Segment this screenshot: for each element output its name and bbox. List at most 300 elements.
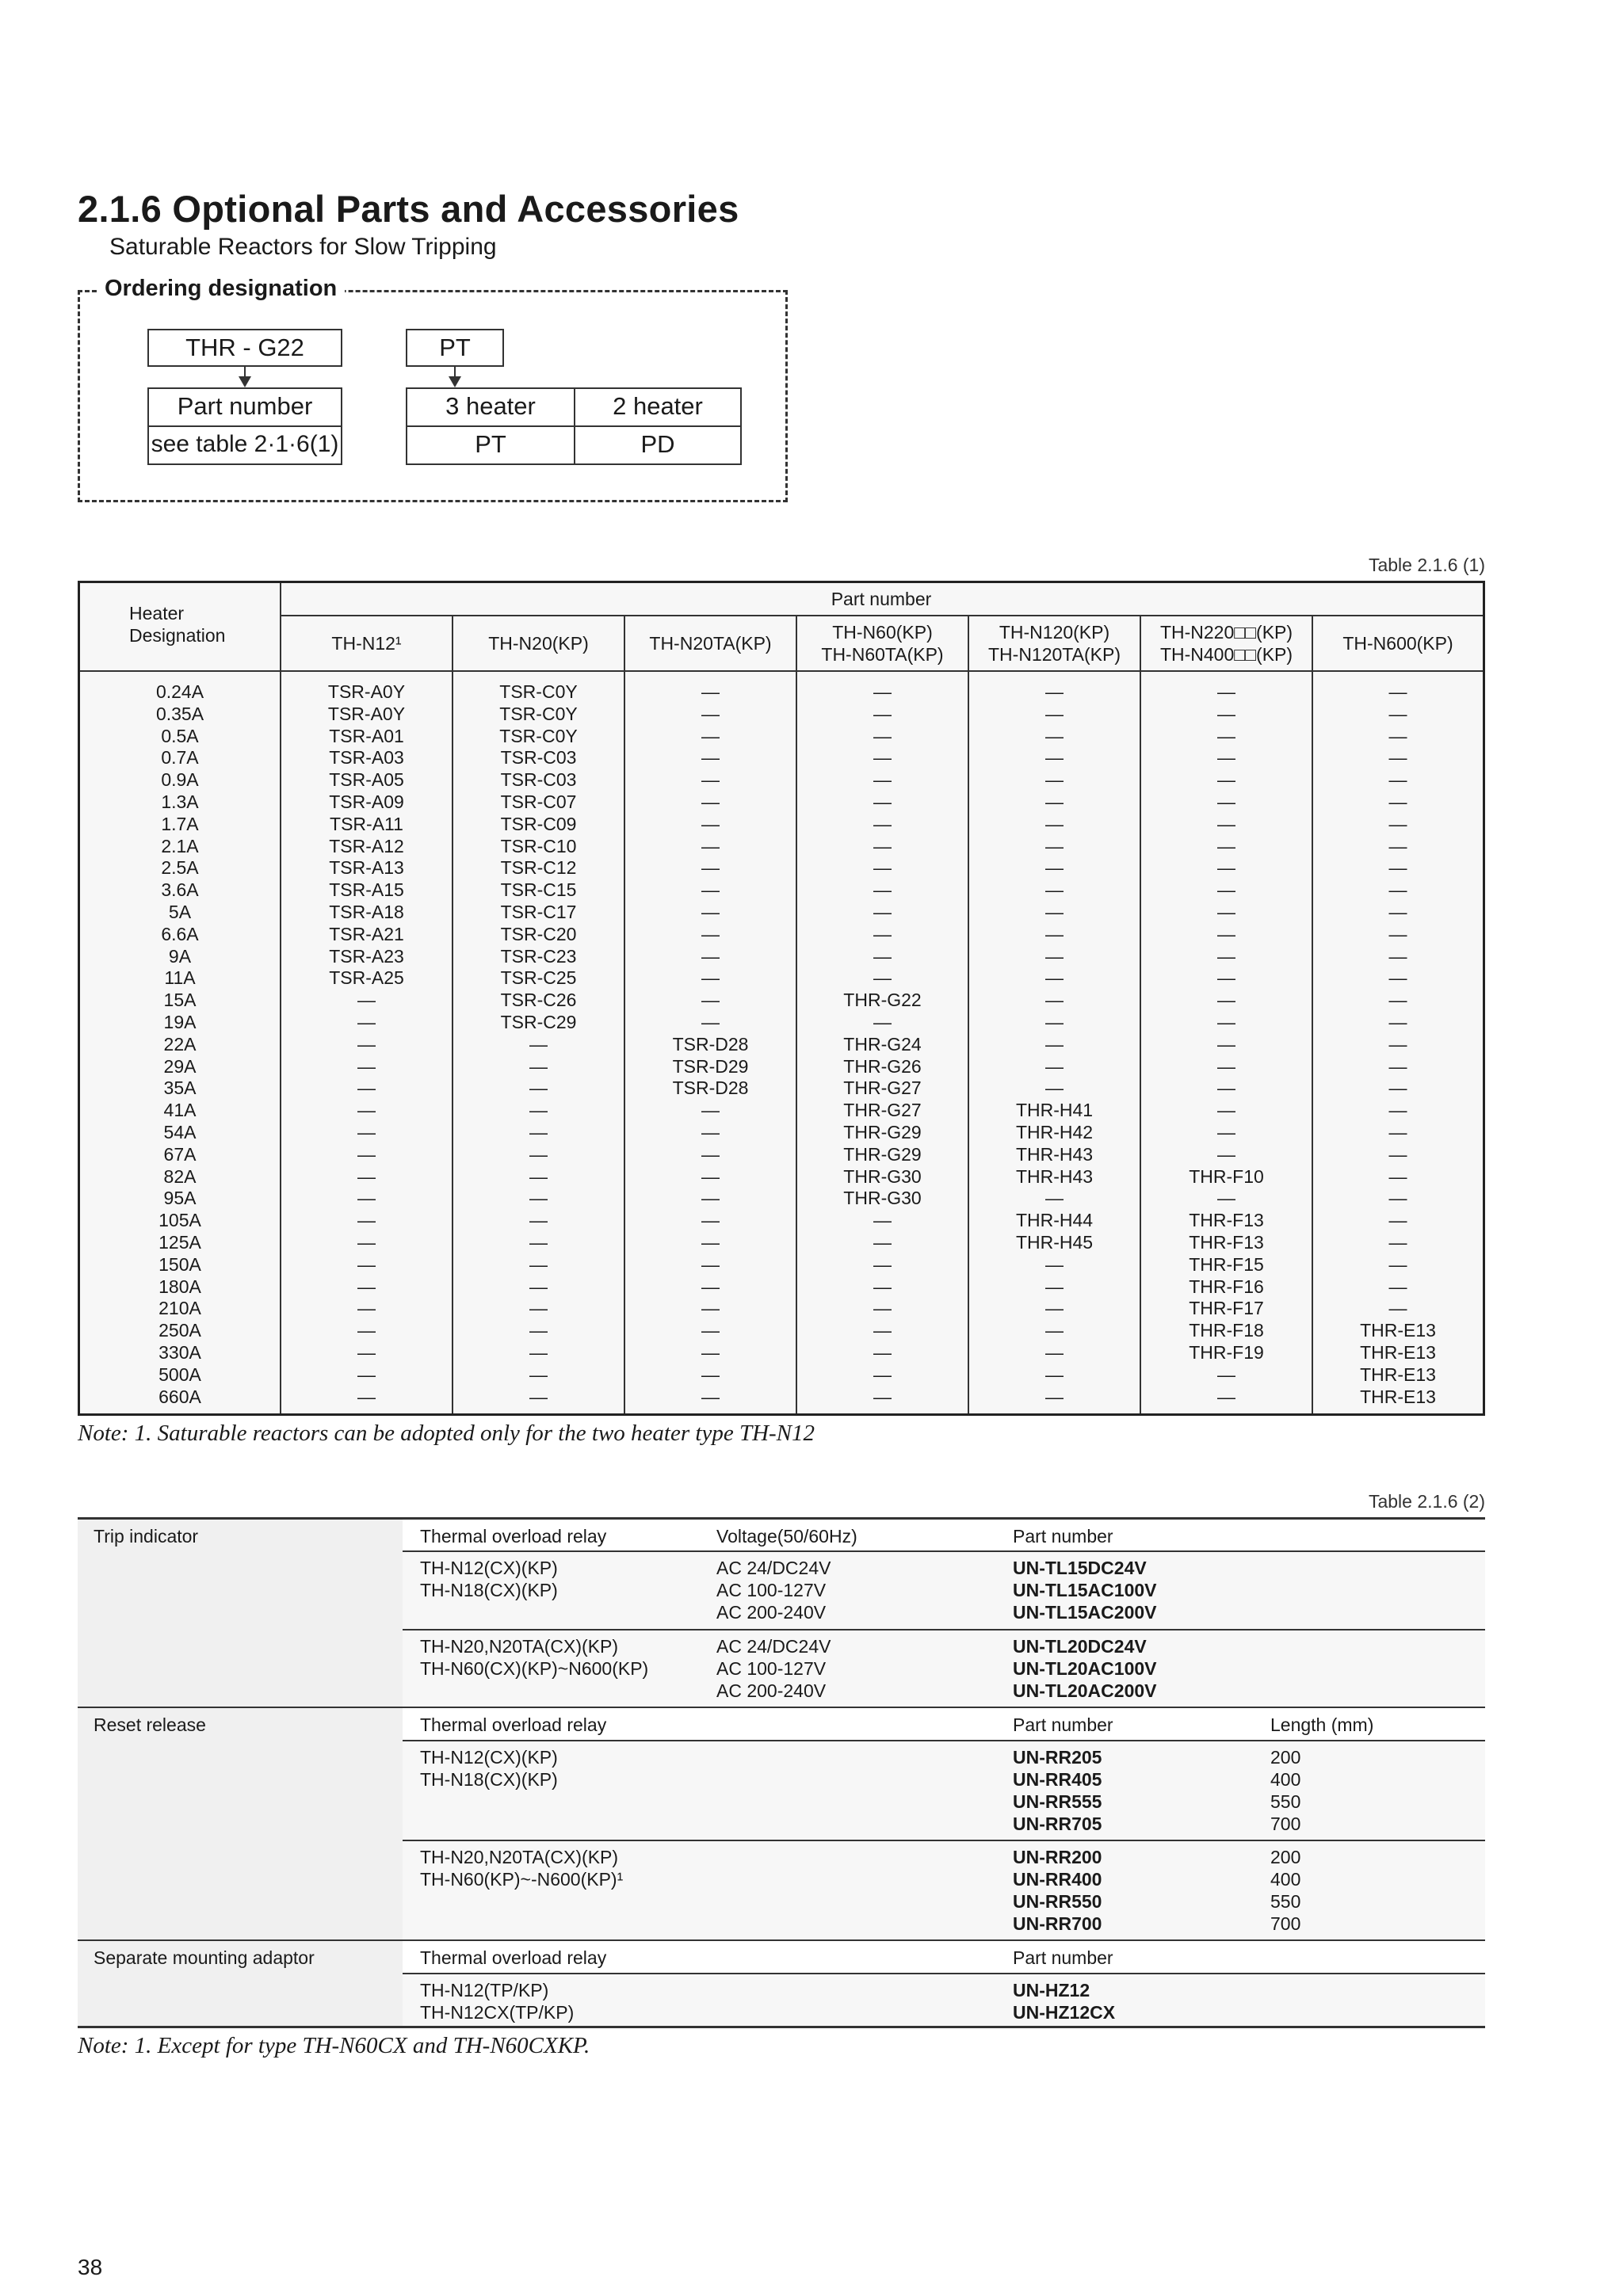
part-number-cell: —	[1217, 945, 1235, 967]
col-header-length: Length (mm)	[1270, 1714, 1374, 1735]
part-column-th-n120	[969, 681, 1140, 1408]
part-number-cell: —	[701, 1386, 720, 1407]
part-number-cell: THR-H42	[1015, 1121, 1094, 1142]
part-number-cell: —	[1388, 901, 1407, 922]
part-number-cell: —	[1045, 703, 1064, 724]
part-number-cell: —	[873, 1276, 892, 1297]
part-number-cell: THR-H43	[1015, 1165, 1094, 1187]
part-number-cell: —	[701, 703, 720, 724]
part-number-cell: —	[1217, 923, 1235, 944]
part-number-cell: —	[701, 1165, 720, 1187]
part-number-cell: —	[529, 1188, 548, 1209]
part-number-cell: —	[1388, 1188, 1407, 1209]
part-number-cell: TSR-C10	[500, 835, 577, 856]
part-number-cell: TSR-A15	[329, 879, 404, 901]
part-number-cell: —	[701, 1210, 720, 1231]
part-number-cell: TSR-A05	[329, 769, 404, 791]
heater2-header: 2 heater	[574, 387, 742, 427]
part-number-cell: —	[1388, 747, 1407, 769]
arrow-down-icon	[449, 376, 461, 387]
part-number-header: Part number	[831, 589, 932, 609]
reset-release-label: Reset release	[94, 1714, 206, 1735]
part-number-cell: —	[1388, 1033, 1407, 1055]
part-number-cell: TSR-A13	[329, 857, 404, 879]
trip-g1-relay: TH-N12(CX)(KP) TH-N18(CX)(KP)	[420, 1558, 558, 1600]
part-number-cell: THR-G30	[843, 1165, 922, 1187]
part-number-cell: —	[1045, 1320, 1064, 1341]
part-number-cell: TSR-A23	[329, 945, 404, 967]
col-header-part: Part number	[1013, 1714, 1113, 1735]
part-number-cell: —	[529, 1077, 548, 1099]
col-header-voltage: Voltage(50/60Hz)	[716, 1526, 857, 1547]
col-header-relay: Thermal overload relay	[420, 1526, 607, 1547]
part-number-cell: —	[1217, 725, 1235, 746]
part-number-cell: —	[1388, 725, 1407, 746]
heater-cell: 330A	[158, 1341, 201, 1363]
part-number-cell: —	[1388, 1011, 1407, 1032]
part-number-cell: —	[1388, 879, 1407, 901]
heater3-value: PT	[406, 425, 575, 465]
part-number-cell: —	[1217, 1188, 1235, 1209]
part-number-cell: —	[1045, 1253, 1064, 1275]
part-number-cell: —	[357, 990, 376, 1011]
part-number-cell: —	[1045, 945, 1064, 967]
part-number-cell: —	[1045, 1033, 1064, 1055]
part-number-cell: —	[701, 1320, 720, 1341]
part-number-cell: —	[1388, 1100, 1407, 1121]
part-number-cell: TSR-C03	[500, 747, 577, 769]
part-number-cell: —	[1217, 1100, 1235, 1121]
part-number-cell: TSR-A01	[329, 725, 404, 746]
part-number-cell: —	[873, 1011, 892, 1032]
part-number-cell: THR-F17	[1189, 1298, 1264, 1319]
part-number-cell: —	[1217, 747, 1235, 769]
part-number-cell: —	[873, 945, 892, 967]
col-header-th-n600: TH-N600(KP)	[1342, 633, 1453, 654]
adaptor-g1-part: UN-HZ12 UN-HZ12CX	[1013, 1980, 1116, 2023]
part-column-th-n220-n400	[1141, 681, 1312, 1408]
part-column-th-n600	[1313, 681, 1483, 1408]
part-number-cell: —	[701, 681, 720, 702]
heater-cell: 11A	[164, 967, 196, 989]
part-number-cell: —	[529, 1341, 548, 1363]
part-number-cell: —	[873, 1210, 892, 1231]
part-number-cell: —	[873, 967, 892, 989]
part-number-cell: —	[1217, 1033, 1235, 1055]
part-number-cell: THR-G26	[843, 1055, 922, 1077]
part-number-cell: —	[1045, 1055, 1064, 1077]
part-number-cell: —	[873, 879, 892, 901]
part-number-cell: —	[1217, 681, 1235, 702]
part-number-cell: THR-H45	[1015, 1231, 1094, 1253]
part-number-cell: —	[873, 1320, 892, 1341]
heater-cell: 67A	[163, 1143, 197, 1165]
table1-note: Note: 1. Saturable reactors can be adopted only for the two heater type TH-N12	[78, 1421, 815, 1446]
section-subtitle: Saturable Reactors for Slow Tripping	[109, 234, 497, 260]
part-number-cell: —	[357, 1011, 376, 1032]
heater-cell: 35A	[163, 1077, 197, 1099]
part-number-cell: —	[357, 1341, 376, 1363]
trip-g1-voltage: AC 24/DC24V AC 100-127V AC 200-240V	[716, 1558, 831, 1623]
part-number-cell: —	[701, 769, 720, 791]
heater-cell: 2.5A	[161, 857, 199, 879]
part-number-cell: —	[873, 857, 892, 879]
part-number-cell: —	[873, 1363, 892, 1385]
part-number-cell: —	[1388, 1121, 1407, 1142]
part-number-cell: THR-G27	[843, 1077, 922, 1099]
part-number-cell: —	[701, 1253, 720, 1275]
part-number-cell: —	[701, 1143, 720, 1165]
part-number-cell: —	[701, 1341, 720, 1363]
order-code-box: THR - G22	[147, 329, 342, 367]
part-number-cell: —	[1217, 1121, 1235, 1142]
part-number-cell: THR-G30	[843, 1188, 922, 1209]
part-number-cell: —	[1045, 923, 1064, 944]
part-number-cell: —	[701, 1363, 720, 1385]
part-number-cell: —	[873, 769, 892, 791]
part-number-cell: —	[1217, 967, 1235, 989]
part-number-cell: TSR-C07	[500, 791, 577, 812]
part-number-cell: THR-F19	[1189, 1341, 1264, 1363]
part-number-cell: —	[1388, 857, 1407, 879]
part-number-cell: —	[1388, 967, 1407, 989]
part-number-cell: —	[357, 1298, 376, 1319]
part-number-cell: —	[701, 945, 720, 967]
part-number-cell: THR-E13	[1360, 1320, 1436, 1341]
part-number-cell: —	[1388, 835, 1407, 856]
part-number-cell: —	[357, 1253, 376, 1275]
part-number-cell: —	[1045, 681, 1064, 702]
part-number-cell: TSR-C0Y	[499, 703, 578, 724]
heater-cell: 105A	[158, 1210, 201, 1231]
col-header-th-n120: TH-N120(KP) TH-N120TA(KP)	[988, 622, 1121, 665]
part-number-cell: THR-E13	[1360, 1363, 1436, 1385]
part-number-cell: THR-F13	[1189, 1231, 1264, 1253]
heater-cell: 210A	[158, 1298, 201, 1319]
part-number-cell: —	[873, 1341, 892, 1363]
part-number-cell: —	[357, 1363, 376, 1385]
reset-g2-length: 200 400 550 700	[1270, 1847, 1301, 1934]
part-number-cell: —	[529, 1320, 548, 1341]
part-number-cell: —	[1217, 1363, 1235, 1385]
trip-g1-part: UN-TL15DC24V UN-TL15AC100V UN-TL15AC200V	[1013, 1558, 1157, 1623]
heater-cell: 19A	[163, 1011, 197, 1032]
part-number-cell: TSR-A0Y	[327, 681, 406, 702]
part-number-cell: —	[1388, 1210, 1407, 1231]
heater-designation-header: Heater Designation	[129, 603, 226, 646]
part-number-cell: —	[529, 1363, 548, 1385]
heater-cell: 5A	[168, 901, 192, 922]
heater-cell: 250A	[158, 1320, 201, 1341]
part-number-cell: —	[1388, 1231, 1407, 1253]
reset-g2-part: UN-RR200 UN-RR400 UN-RR550 UN-RR700	[1013, 1847, 1102, 1934]
heater2-value: PD	[574, 425, 742, 465]
table2	[78, 1517, 1485, 2028]
part-number-cell: THR-F15	[1189, 1253, 1264, 1275]
part-number-cell: —	[873, 923, 892, 944]
heater-cell: 150A	[158, 1253, 201, 1275]
part-number-cell: —	[1045, 879, 1064, 901]
heater-cell: 6.6A	[161, 923, 199, 944]
part-number-cell: TSR-A25	[329, 967, 404, 989]
part-number-cell: —	[1388, 1298, 1407, 1319]
part-number-cell: —	[701, 901, 720, 922]
part-number-cell: —	[1388, 769, 1407, 791]
col-header-th-n20ta: TH-N20TA(KP)	[649, 633, 772, 654]
heater-cell: 15A	[163, 990, 197, 1011]
part-number-value: see table 2·1·6(1)	[147, 425, 342, 465]
part-number-cell: —	[1045, 1188, 1064, 1209]
part-number-cell: —	[701, 813, 720, 834]
part-number-cell: THR-G29	[843, 1121, 922, 1142]
col-header-part: Part number	[1013, 1526, 1113, 1547]
part-number-header: Part number	[147, 387, 342, 427]
part-number-cell: —	[529, 1055, 548, 1077]
part-number-cell: TSR-A18	[329, 901, 404, 922]
part-number-cell: —	[1045, 769, 1064, 791]
heater-cell: 180A	[158, 1276, 201, 1297]
part-number-cell: TSR-C26	[500, 990, 577, 1011]
part-number-cell: —	[701, 857, 720, 879]
part-number-cell: —	[1388, 1253, 1407, 1275]
part-number-cell: TSR-C20	[500, 923, 577, 944]
heater-cell: 95A	[163, 1188, 197, 1209]
part-number-cell: —	[1388, 1165, 1407, 1187]
trip-g2-part: UN-TL20DC24V UN-TL20AC100V UN-TL20AC200V	[1013, 1636, 1157, 1701]
part-number-cell: —	[357, 1210, 376, 1231]
part-column-th-n20	[453, 681, 624, 1408]
part-number-cell: TSR-D28	[672, 1033, 749, 1055]
part-number-cell: —	[1388, 681, 1407, 702]
part-number-cell: TSR-C0Y	[499, 725, 578, 746]
part-number-cell: —	[873, 747, 892, 769]
part-number-cell: THR-G27	[843, 1100, 922, 1121]
part-number-cell: —	[701, 1298, 720, 1319]
part-number-cell: —	[1388, 813, 1407, 834]
reset-g1-relay: TH-N12(CX)(KP) TH-N18(CX)(KP)	[420, 1747, 558, 1790]
heater-cell: 1.7A	[161, 813, 199, 834]
part-number-cell: —	[1045, 1298, 1064, 1319]
heater-cell: 125A	[158, 1231, 201, 1253]
part-number-cell: THR-H41	[1015, 1100, 1094, 1121]
part-number-cell: —	[701, 879, 720, 901]
part-number-cell: TSR-A11	[330, 813, 403, 834]
heater-cell: 0.24A	[155, 681, 204, 702]
part-number-cell: THR-H43	[1015, 1143, 1094, 1165]
part-number-cell: —	[529, 1143, 548, 1165]
part-number-cell: —	[529, 1276, 548, 1297]
part-number-cell: THR-G29	[843, 1143, 922, 1165]
part-number-cell: —	[529, 1253, 548, 1275]
part-number-cell: —	[1388, 703, 1407, 724]
part-number-cell: —	[1045, 857, 1064, 879]
heater-cell: 29A	[163, 1055, 197, 1077]
part-number-cell: THR-F10	[1189, 1165, 1264, 1187]
heater-cell: 0.9A	[161, 769, 199, 791]
part-number-cell: —	[529, 1386, 548, 1407]
part-number-cell: —	[873, 1231, 892, 1253]
part-number-cell: —	[1217, 813, 1235, 834]
trip-indicator-label: Trip indicator	[94, 1526, 199, 1547]
trip-g2-relay: TH-N20,N20TA(CX)(KP) TH-N60(CX)(KP)~N600(KP)	[420, 1636, 649, 1679]
heater-cell: 0.5A	[161, 725, 199, 746]
adaptor-g1-relay: TH-N12(TP/KP) TH-N12CX(TP/KP)	[420, 1980, 575, 2023]
part-number-cell: —	[1217, 879, 1235, 901]
heater-cell: 9A	[168, 945, 192, 967]
part-number-cell: —	[873, 791, 892, 812]
part-number-cell: —	[357, 1386, 376, 1407]
heater-cell: 41A	[163, 1100, 197, 1121]
ordering-designation-label: Ordering designation	[97, 276, 345, 302]
part-number-cell: —	[1045, 1341, 1064, 1363]
part-column-th-n60	[797, 681, 968, 1408]
part-number-cell: —	[873, 835, 892, 856]
part-number-cell: —	[873, 1298, 892, 1319]
part-number-cell: —	[1388, 1276, 1407, 1297]
part-number-cell: —	[701, 923, 720, 944]
part-number-cell: —	[529, 1100, 548, 1121]
heater-column	[80, 681, 280, 1408]
adaptor-label: Separate mounting adaptor	[94, 1947, 315, 1968]
part-number-cell: —	[1388, 923, 1407, 944]
part-number-cell: —	[1045, 791, 1064, 812]
heater-cell: 22A	[163, 1033, 197, 1055]
part-number-cell: —	[529, 1231, 548, 1253]
part-column-th-n12	[281, 681, 452, 1408]
part-number-cell: —	[357, 1188, 376, 1209]
part-number-cell: —	[357, 1143, 376, 1165]
part-number-cell: —	[701, 835, 720, 856]
part-number-cell: —	[1045, 1386, 1064, 1407]
part-number-cell: TSR-C15	[500, 879, 577, 901]
part-number-cell: TSR-A03	[329, 747, 404, 769]
reset-g1-part: UN-RR205 UN-RR405 UN-RR555 UN-RR705	[1013, 1747, 1102, 1834]
part-number-cell: —	[1045, 1276, 1064, 1297]
heater-code-box: PT	[406, 329, 504, 367]
part-number-cell: THR-F18	[1189, 1320, 1264, 1341]
heater-cell: 660A	[158, 1386, 201, 1407]
part-number-cell: TSR-C12	[500, 857, 577, 879]
part-number-cell: —	[1045, 835, 1064, 856]
part-number-cell: —	[1217, 769, 1235, 791]
part-number-cell: —	[1217, 1011, 1235, 1032]
col-header-th-n60: TH-N60(KP) TH-N60TA(KP)	[821, 622, 944, 665]
heater3-header: 3 heater	[406, 387, 575, 427]
part-number-cell: —	[529, 1165, 548, 1187]
part-number-cell: —	[357, 1077, 376, 1099]
part-number-cell: —	[357, 1100, 376, 1121]
part-number-cell: —	[701, 1121, 720, 1142]
reset-g1-length: 200 400 550 700	[1270, 1747, 1301, 1834]
part-number-cell: THR-F13	[1189, 1210, 1264, 1231]
part-number-cell: TSR-A12	[329, 835, 404, 856]
part-number-cell: —	[701, 1011, 720, 1032]
part-number-cell: —	[357, 1055, 376, 1077]
heater-cell: 0.7A	[161, 747, 199, 769]
table2-caption: Table 2.1.6 (2)	[1368, 1491, 1485, 1512]
part-number-cell: TSR-C09	[500, 813, 577, 834]
part-number-cell: —	[701, 747, 720, 769]
part-number-cell: —	[1388, 1143, 1407, 1165]
part-number-cell: TSR-C17	[500, 901, 577, 922]
part-number-cell: —	[873, 813, 892, 834]
part-number-cell: —	[1217, 1386, 1235, 1407]
part-number-cell: —	[1217, 1077, 1235, 1099]
part-number-cell: —	[1217, 835, 1235, 856]
part-number-cell: —	[701, 990, 720, 1011]
part-number-cell: —	[701, 1231, 720, 1253]
part-number-cell: —	[701, 1276, 720, 1297]
part-number-cell: —	[1217, 901, 1235, 922]
part-number-cell: —	[529, 1033, 548, 1055]
part-number-cell: TSR-C29	[500, 1011, 577, 1032]
part-number-cell: TSR-C23	[500, 945, 577, 967]
part-number-cell: THR-H44	[1015, 1210, 1094, 1231]
part-number-cell: —	[1217, 990, 1235, 1011]
part-number-cell: —	[701, 1188, 720, 1209]
part-column-th-n20ta	[625, 681, 796, 1408]
heater-cell: 54A	[163, 1121, 197, 1142]
part-number-cell: —	[1045, 1011, 1064, 1032]
table1	[78, 581, 1485, 1416]
part-number-cell: TSR-D29	[672, 1055, 749, 1077]
part-number-cell: —	[1045, 967, 1064, 989]
part-number-cell: —	[701, 725, 720, 746]
part-number-cell: —	[529, 1210, 548, 1231]
part-number-cell: —	[701, 967, 720, 989]
part-number-cell: —	[357, 1121, 376, 1142]
part-number-cell: —	[529, 1121, 548, 1142]
part-number-cell: TSR-C03	[500, 769, 577, 791]
part-number-cell: —	[873, 703, 892, 724]
part-number-cell: —	[1045, 747, 1064, 769]
part-number-cell: —	[873, 1386, 892, 1407]
part-number-cell: —	[357, 1033, 376, 1055]
heater-cell: 2.1A	[161, 835, 199, 856]
part-number-cell: —	[1388, 990, 1407, 1011]
part-number-cell: —	[873, 901, 892, 922]
part-number-cell: TSR-C25	[500, 967, 577, 989]
part-number-cell: THR-G22	[843, 990, 922, 1011]
part-number-cell: —	[1045, 813, 1064, 834]
part-number-cell: —	[1388, 1077, 1407, 1099]
table1-caption: Table 2.1.6 (1)	[1368, 555, 1485, 575]
part-number-cell: —	[1045, 990, 1064, 1011]
part-number-cell: —	[1217, 703, 1235, 724]
part-number-cell: —	[1388, 791, 1407, 812]
col-header-th-n220-n400: TH-N220□□(KP) TH-N400□□(KP)	[1159, 622, 1293, 665]
part-number-cell: TSR-A21	[329, 923, 404, 944]
part-number-cell: —	[1388, 1055, 1407, 1077]
col-header-relay: Thermal overload relay	[420, 1947, 607, 1968]
arrow-down-icon	[239, 376, 251, 387]
heater-cell: 0.35A	[155, 703, 204, 724]
part-number-cell: THR-E13	[1360, 1341, 1436, 1363]
col-header-th-n12: TH-N12¹	[331, 633, 402, 654]
heater-cell: 3.6A	[161, 879, 199, 901]
trip-g2-voltage: AC 24/DC24V AC 100-127V AC 200-240V	[716, 1636, 831, 1701]
part-number-cell: THR-E13	[1360, 1386, 1436, 1407]
part-number-cell: —	[357, 1276, 376, 1297]
reset-g2-relay: TH-N20,N20TA(CX)(KP) TH-N60(KP)~-N600(KP)¹	[420, 1847, 624, 1890]
heater-cell: 1.3A	[161, 791, 199, 812]
part-number-cell: —	[529, 1298, 548, 1319]
part-number-cell: —	[1045, 725, 1064, 746]
page-number: 38	[78, 2255, 103, 2279]
table2-note: Note: 1. Except for type TH-N60CX and TH-N60CXKP.	[78, 2033, 590, 2058]
part-number-cell: TSR-A09	[329, 791, 404, 812]
part-number-cell: —	[357, 1165, 376, 1187]
